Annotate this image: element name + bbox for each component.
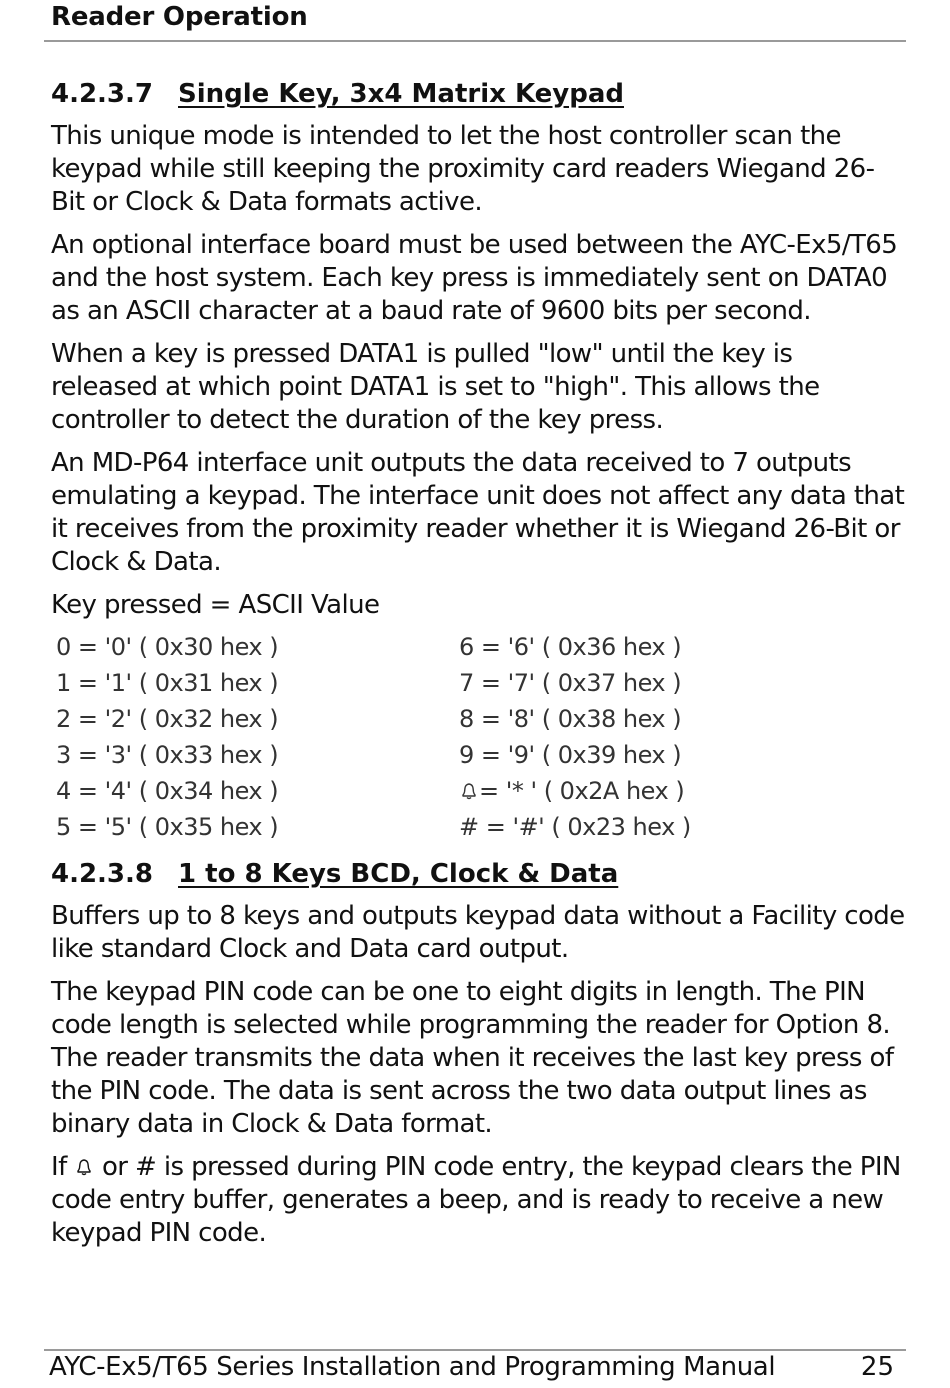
table-caption: Key pressed = ASCII Value bbox=[51, 590, 380, 620]
key-entry: 7 = '7' ( 0x37 hex ) bbox=[459, 669, 682, 697]
paragraph-start: If bbox=[51, 1152, 67, 1182]
paragraph-rest: or # is pressed during PIN code entry, the keypad clears the PIN code entry buffer, generates a beep, and is ready to receive a new keypad PIN code. bbox=[51, 1152, 901, 1248]
paragraph-with-icon bbox=[51, 1151, 906, 1250]
key-ascii-table bbox=[56, 632, 906, 848]
section-heading-4-2-3-8 bbox=[51, 856, 906, 892]
key-entry: 1 = '1' ( 0x31 hex ) bbox=[56, 669, 279, 697]
section-number: 4.2.3.8 bbox=[51, 859, 153, 889]
bell-icon bbox=[74, 1157, 94, 1177]
header-divider bbox=[44, 40, 906, 42]
paragraph: An MD-P64 interface unit outputs the data received to 7 outputs emulating a keypad. The interface unit does not affect any data that it receives from the proximity reader whether it is Wiegand 26-Bit or Clock & Data. bbox=[51, 448, 905, 577]
section-heading-4-2-3-7 bbox=[51, 76, 906, 112]
key-entry: 0 = '0' ( 0x30 hex ) bbox=[56, 633, 279, 661]
key-entry: 8 = '8' ( 0x38 hex ) bbox=[459, 705, 682, 733]
page-header: Reader Operation bbox=[51, 2, 308, 32]
key-entry-text: = '* ' ( 0x2A hex ) bbox=[479, 777, 685, 805]
page-content bbox=[51, 76, 906, 1260]
bell-icon bbox=[459, 781, 479, 801]
key-entry: # = '#' ( 0x23 hex ) bbox=[459, 813, 691, 841]
paragraph: When a key is pressed DATA1 is pulled "low" until the key is released at which point DATA1 is set to "high". This allows the controller to detect the duration of the key press. bbox=[51, 339, 820, 435]
paragraph: An optional interface board must be used between the AYC-Ex5/T65 and the host system. Each key press is immediately sent on DATA0 as an ASCII character at a baud rate of 9600 bits per second. bbox=[51, 230, 898, 326]
footer-title: AYC-Ex5/T65 Series Installation and Programming Manual bbox=[49, 1352, 776, 1382]
paragraph: This unique mode is intended to let the host controller scan the keypad while still keeping the proximity card readers Wiegand 26-Bit or Clock & Data formats active. bbox=[51, 121, 875, 217]
key-entry: 3 = '3' ( 0x33 hex ) bbox=[56, 741, 279, 769]
section-number: 4.2.3.7 bbox=[51, 79, 153, 109]
paragraph: The keypad PIN code can be one to eight digits in length. The PIN code length is selected while programming the reader for Option 8. The reader transmits the data when it receives the last key press of the PIN code. The data is sent across the two data output lines as binary data in Clock & Data format. bbox=[51, 977, 894, 1139]
key-entry: 4 = '4' ( 0x34 hex ) bbox=[56, 777, 279, 805]
key-entry: 6 = '6' ( 0x36 hex ) bbox=[459, 633, 682, 661]
key-entry-bell bbox=[459, 776, 859, 812]
footer-divider bbox=[44, 1349, 906, 1351]
section-title: 1 to 8 Keys BCD, Clock & Data bbox=[178, 859, 619, 889]
page-number: 25 bbox=[860, 1352, 894, 1382]
paragraph: Buffers up to 8 keys and outputs keypad data without a Facility code like standard Clock and Data card output. bbox=[51, 901, 905, 964]
key-entry: 9 = '9' ( 0x39 hex ) bbox=[459, 741, 682, 769]
key-entry: 5 = '5' ( 0x35 hex ) bbox=[56, 813, 279, 841]
key-entry: 2 = '2' ( 0x32 hex ) bbox=[56, 705, 279, 733]
section-title: Single Key, 3x4 Matrix Keypad bbox=[178, 79, 624, 109]
